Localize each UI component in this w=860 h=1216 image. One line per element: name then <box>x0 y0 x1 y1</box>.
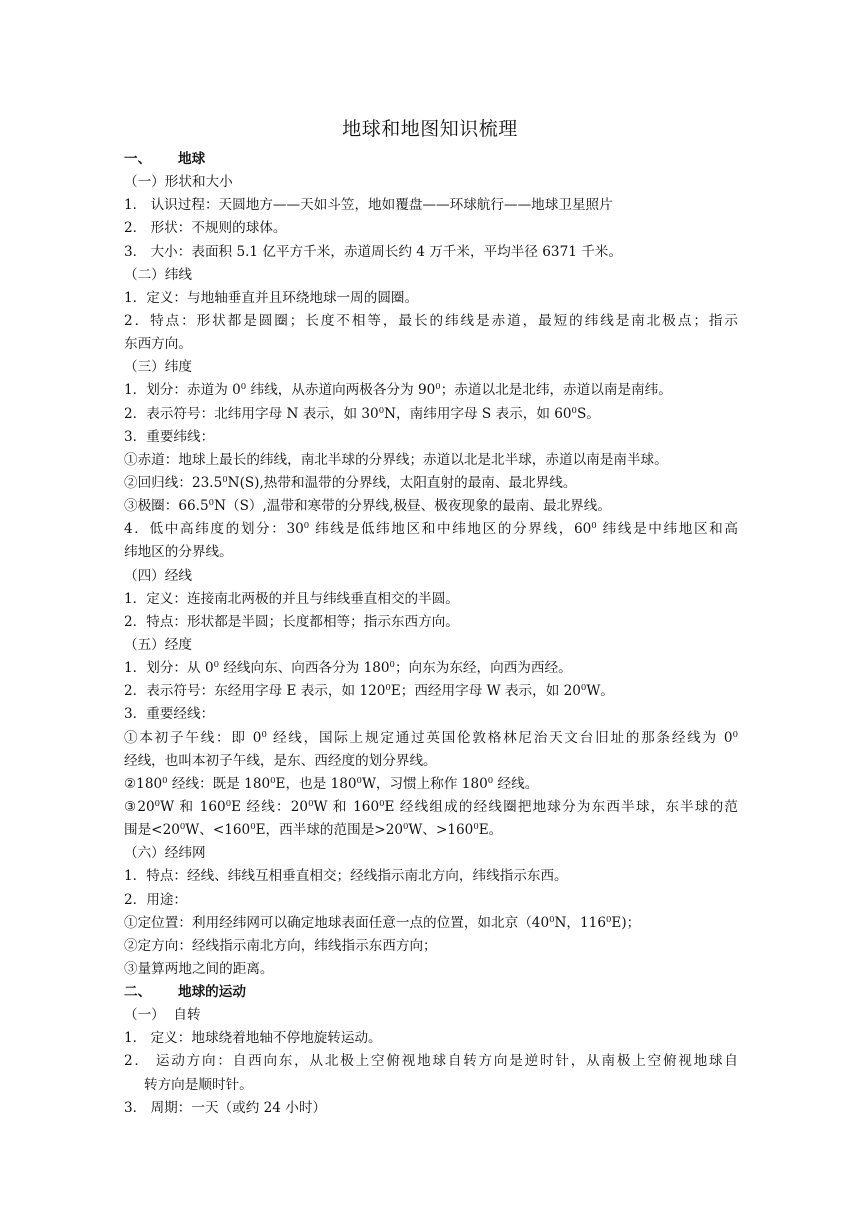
text-line: 2．表示符号：北纬用字母 N 表示，如 $30^0N$，南纬用字母 S 表示，如 $60^0S$。 <box>124 405 600 422</box>
text-line: ②定方向：经线指示南北方向，纬线指示东西方向； <box>124 937 437 954</box>
text-line: 2． 形状：不规则的球体。 <box>124 220 287 237</box>
document-body <box>124 148 738 1120</box>
text-line: 转方向是顺时针。 <box>144 1076 253 1093</box>
text-line: ①赤道：地球上最长的纬线，南北半球的分界线；赤道以北是北半球，赤道以南是南半球。 <box>124 451 668 468</box>
section-title: 地球的运动 <box>178 984 246 1001</box>
section-number: 二、 <box>124 984 152 1001</box>
text-line: 1．定义：与地轴垂直并且环绕地球一周的圆圈。 <box>124 289 419 306</box>
text-line: 3．重要纬线： <box>124 428 215 445</box>
text-line: 2．表示符号：东经用字母 E 表示，如 $120^0E$；西经用字母 W 表示，如 $20^0W$。 <box>124 683 614 700</box>
text-line: 4．低中高纬度的划分：$30^0$ 纬线是低纬地区和中纬地区的分界线，$60^0$ 纬线是中纬地区和高 <box>124 521 738 538</box>
text-line: ①本初子午线：即 $0^0$ 经线，国际上规定通过英国伦敦格林尼治天文台旧址的那条经线为 $0^0$ <box>124 729 738 746</box>
text-line: （四）经线 <box>124 567 192 584</box>
text-line: 经线，也叫本初子午线，是东、西经度的划分界线。 <box>124 752 437 769</box>
text-line: 3．重要经线： <box>124 706 215 723</box>
text-line: 1．定义：连接南北两极的并且与纬线垂直相交的半圆。 <box>124 590 459 607</box>
text-line: ③极圈：66.5$^0$N（S）,温带和寒带的分界线,极昼、极夜现象的最南、最北界线。 <box>124 498 611 515</box>
text-line: 1．划分：赤道为 $0^0$ 纬线，从赤道向两极各分为 $90^0$；赤道以北是北纬，赤道以南是南纬。 <box>124 382 672 399</box>
text-line: 1．划分：从 $0^0$ 经线向东、向西各分为 $180^0$；向东为东经，向西为西经。 <box>124 660 572 677</box>
text-line: 2．特点：形状都是圆圈；长度不相等，最长的纬线是赤道，最短的纬线是南北极点；指示 <box>124 312 738 329</box>
text-line: （三）纬度 <box>124 359 192 376</box>
text-line: 3． 周期：一天（或约 24 小时） <box>124 1099 327 1116</box>
text-line: 2． 运动方向：自西向东，从北极上空俯视地球自转方向是逆时针，从南极上空俯视地球自 <box>124 1053 738 1070</box>
section-heading <box>124 148 738 171</box>
text-line: 纬地区的分界线。 <box>124 544 233 561</box>
text-line: $③20^0W$ 和 $160^0E$ 经线：$20^0W$ 和 $160^0E$ 经线组成的经线圈把地球分为东西半球，东半球的范 <box>124 798 738 815</box>
section-title: 地球 <box>178 151 206 167</box>
text-line: 2．用途： <box>124 891 188 908</box>
text-line: 3． 大小：表面积 5.1 亿平方千米，赤道周长约 4 万千米，平均半径 6371 千米。 <box>124 243 622 260</box>
section-number: 一、 <box>124 151 152 167</box>
text-line: 1．特点：经线、纬线互相垂直相交；经线指示南北方向，纬线指示东西。 <box>124 868 568 885</box>
text-line: 围是$<20^0W$、$<160^0E$，西半球的范围是$>20^0W$、$>160^0E$。 <box>124 822 503 839</box>
text-line: （一）形状和大小 <box>124 174 233 191</box>
text-line: （二）纬线 <box>124 266 192 283</box>
page-title: 地球和地图知识梳理 <box>342 118 518 140</box>
text-line: ②回归线：23.5$^0$N(S),热带和温带的分界线，太阳直射的最南、最北界线。 <box>124 474 577 491</box>
text-line: 2．特点：形状都是半圆；长度都相等；指示东西方向。 <box>124 613 459 630</box>
text-line: ①定位置：利用经纬网可以确定地球表面任意一点的位置，如北京（$40^0N$，$116^0E$)； <box>124 914 641 931</box>
text-line: ③量算两地之间的距离。 <box>124 960 274 977</box>
text-line: 东西方向。 <box>124 336 192 353</box>
text-line: 1． 认识过程：天圆地方——天如斗笠，地如覆盘——环球航行——地球卫星照片 <box>124 197 613 214</box>
text-line: $②180^0$ 经线：既是 $180^0E$，也是 $180^0W$，习惯上称作 $180^0$ 经线。 <box>124 775 539 792</box>
text-line: （五）经度 <box>124 636 192 653</box>
text-line: 1． 定义：地球绕着地轴不停地旋转运动。 <box>124 1030 382 1047</box>
section-heading <box>124 981 738 1004</box>
text-line: （一） 自转 <box>124 1007 201 1024</box>
text-line: （六）经纬网 <box>124 845 206 862</box>
